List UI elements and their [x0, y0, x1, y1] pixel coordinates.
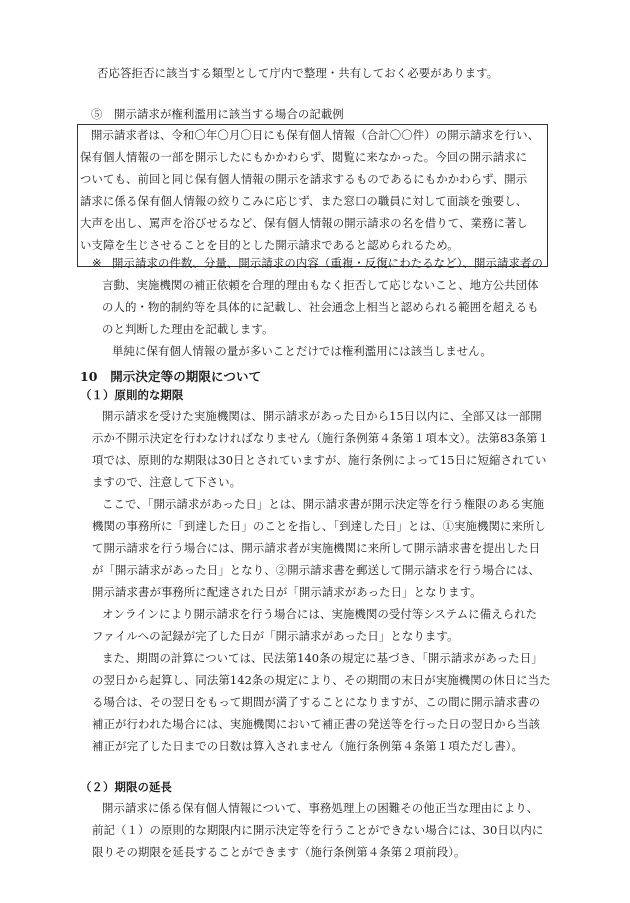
paragraph-line: 機関の事務所に「到達した日」のことを指し、「到達した日」とは、①実施機関に来所し — [92, 519, 546, 533]
box-line: 保有個人情報の一部を開示したにもかかわらず、閲覧に来なかった。今回の開示請求に — [80, 150, 528, 164]
paragraph-line: 補正が行われた場合には、実施機関において補正書の発送等を行った日の翌日から当該 — [92, 717, 541, 731]
note-line: 単純に保有個人情報の量が多いことだけでは権利濫用には該当しません。 — [112, 344, 492, 358]
note-mark: ※ — [92, 256, 102, 270]
paragraph-line: また、期間の計算については、民法第140条の規定に基づき、「開示請求があった日」 — [102, 651, 543, 665]
note-line: のと判断した理由を記載します。 — [102, 322, 274, 336]
paragraph-line: ここで、「開示請求があった日」とは、開示請求書が開示決定等を行う権限のある実施 — [102, 497, 545, 511]
note-line: 言動、実施機関の補正依頼を合理的理由もなく拒否して応じないこと、地方公共団体 — [102, 278, 539, 292]
paragraph-line: て開示請求を行う場合には、開示請求者が実施機関に来所して開示請求書を提出した日 — [92, 541, 541, 555]
paragraph-line: 開示請求に係る保有個人情報について、事務処理上の困難その他正当な理由により、 — [102, 801, 539, 815]
paragraph-line: ファイルへの記録が完了した日が「開示請求があった日」となります。 — [92, 629, 459, 643]
paragraph-line: 開示請求を受けた実施機関は、開示請求があった日から15日以内に、全部又は一部開 — [102, 409, 542, 423]
box-line: 請求に係る保有個人情報の絞りこみに応じず、また窓口の職員に対して面談を強要し、 — [80, 194, 528, 208]
box-line: 大声を出し、罵声を浴びせるなど、保有個人情報の開示請求の名を借りて、業務に著し — [80, 216, 528, 230]
section-title: 10 開示決定等の期限について — [80, 369, 262, 384]
paragraph-line: オンラインにより開示請求を行う場合には、実施機関の受付等システムに備えられた — [102, 607, 538, 621]
box-line: い支障を生じさせることを目的とした開示請求であると認められるため。 — [80, 238, 459, 252]
paragraph-line: 補正が完了した日までの日数は算入されません（施行条例第４条第１項ただし書）。 — [92, 739, 523, 753]
paragraph-line: が「開示請求があった日」となり、②開示請求書を郵送して開示請求を行う場合には、 — [92, 563, 541, 577]
paragraph-line: 項では、原則的な期限は30日とされていますが、施行条例によって15日に短縮されてい — [92, 453, 547, 467]
paragraph-line: の翌日から起算し、同法第142条の規定により、その期間の末日が実施機関の休日に当た — [92, 673, 551, 687]
example-heading: ⑤ 開示請求が権利濫用に該当する場合の記載例 — [91, 107, 344, 121]
paragraph-line: 限りその期限を延長することができます（施行条例第４条第２項前段）。 — [92, 845, 466, 859]
intro-text: 否応答拒否に該当する類型として庁内で整理・共有しておく必要があります。 — [97, 66, 499, 80]
paragraph-line: 前記（１）の原則的な期限内に開示決定等を行うことができない場合には、30日以内に — [92, 823, 544, 837]
subsection-heading-2: （２）期限の延長 — [80, 780, 172, 794]
box-line: ついても、前回と同じ保有個人情報の開示を請求するものであるにもかかわらず、開示 — [80, 172, 528, 186]
paragraph-line: 示か不開示決定を行わなければなりません（施行条例第４条第１項本文）。法第83条第１ — [92, 431, 550, 445]
note-line: の人的・物的制約等を具体的に記載し、社会通念上相当と認められる範囲を超えるも — [102, 300, 539, 314]
paragraph-line: ますので、注意して下さい。 — [92, 475, 242, 489]
paragraph-line: る場合は、その翌日をもって期間が満了することになりますが、この間に開示請求書の — [92, 695, 541, 709]
paragraph-line: 開示請求書が事務所に配達された日が「開示請求があった日」となります。 — [92, 585, 482, 599]
subsection-heading-1: （１）原則的な期限 — [80, 388, 184, 402]
note-line: 開示請求の件数、分量、開示請求の内容（重複・反復にわたるなど）、開示請求者の — [112, 256, 543, 270]
box-line: 開示請求者は、令和〇年〇月〇日にも保有個人情報（合計〇〇件）の開示請求を行い、 — [91, 128, 540, 142]
